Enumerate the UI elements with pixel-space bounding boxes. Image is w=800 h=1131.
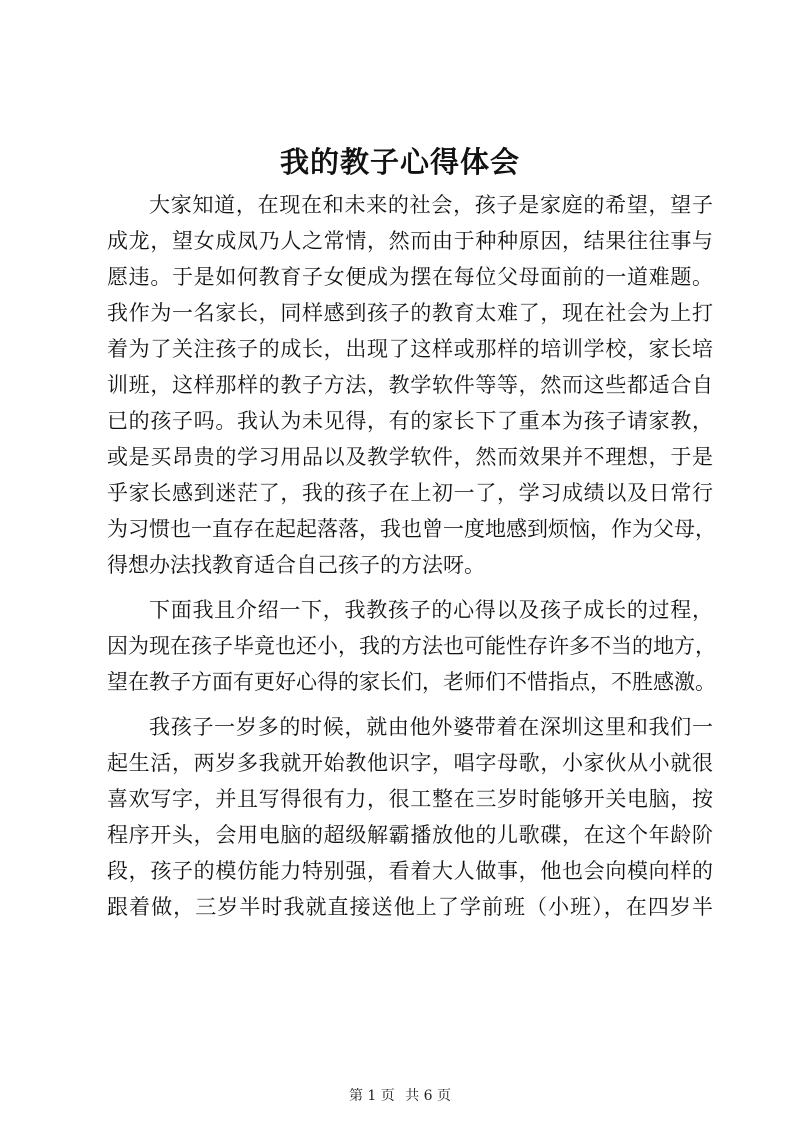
text-line: 或是买昂贵的学习用品以及教学软件，然而效果并不理想，于是	[107, 445, 713, 469]
paragraph-2	[107, 592, 716, 700]
text-line: 乎家长感到迷茫了，我的孩子在上初一了，学习成绩以及日常行	[107, 481, 713, 505]
text-line: 已的孩子吗。我认为未见得，有的家长下了重本为孩子请家教，	[107, 409, 713, 433]
text-line: 得想办法找教育适合自己孩子的方法呀。	[107, 553, 485, 577]
document-body	[107, 187, 716, 934]
text-line: 跟着做，三岁半时我就直接送他上了学前班（小班），在四岁半	[107, 895, 713, 919]
text-line: 我孩子一岁多的时候，就由他外婆带着在深圳这里和我们一	[149, 715, 713, 739]
text-line: 成龙，望女成凤乃人之常情，然而由于种种原因，结果往往事与	[107, 229, 713, 253]
text-line: 我作为一名家长，同样感到孩子的教育太难了，现在社会为上打	[107, 301, 713, 325]
page-number: 第 1 页	[348, 1088, 395, 1104]
text-line: 望在教子方面有更好心得的家长们，老师们不惜指点，不胜感激。	[107, 670, 716, 694]
text-line: 大家知道，在现在和未来的社会，孩子是家庭的希望，望子	[149, 193, 713, 217]
text-line: 下面我且介绍一下，我教孩子的心得以及孩子成长的过程，	[149, 598, 713, 622]
text-line: 起生活，两岁多我就开始教他识字，唱字母歌，小家伙从小就很	[107, 751, 713, 775]
text-line: 程序开头，会用电脑的超级解霸播放他的儿歌碟，在这个年龄阶	[107, 823, 713, 847]
text-line: 着为了关注孩子的成长，出现了这样或那样的培训学校，家长培	[107, 337, 713, 361]
page-total: 共 6 页	[405, 1088, 452, 1104]
paragraph-1	[107, 187, 716, 583]
text-line: 愿违。于是如何教育子女便成为摆在每位父母面前的一道难题。	[107, 265, 713, 289]
document-title: 我的教子心得体会	[279, 145, 520, 179]
text-line: 为习惯也一直存在起起落落，我也曾一度地感到烦恼，作为父母，	[107, 517, 716, 541]
page-footer	[0, 1086, 800, 1106]
text-line: 段，孩子的模仿能力特别强，看着大人做事，他也会向模向样的	[107, 859, 713, 883]
text-line: 训班，这样那样的教子方法，教学软件等等，然而这些都适合自	[107, 373, 713, 397]
text-line: 因为现在孩子毕竟也还小，我的方法也可能性存许多不当的地方，	[107, 634, 716, 658]
text-line: 喜欢写字，并且写得很有力，很工整在三岁时能够开关电脑，按	[107, 787, 713, 811]
paragraph-3	[107, 709, 713, 925]
